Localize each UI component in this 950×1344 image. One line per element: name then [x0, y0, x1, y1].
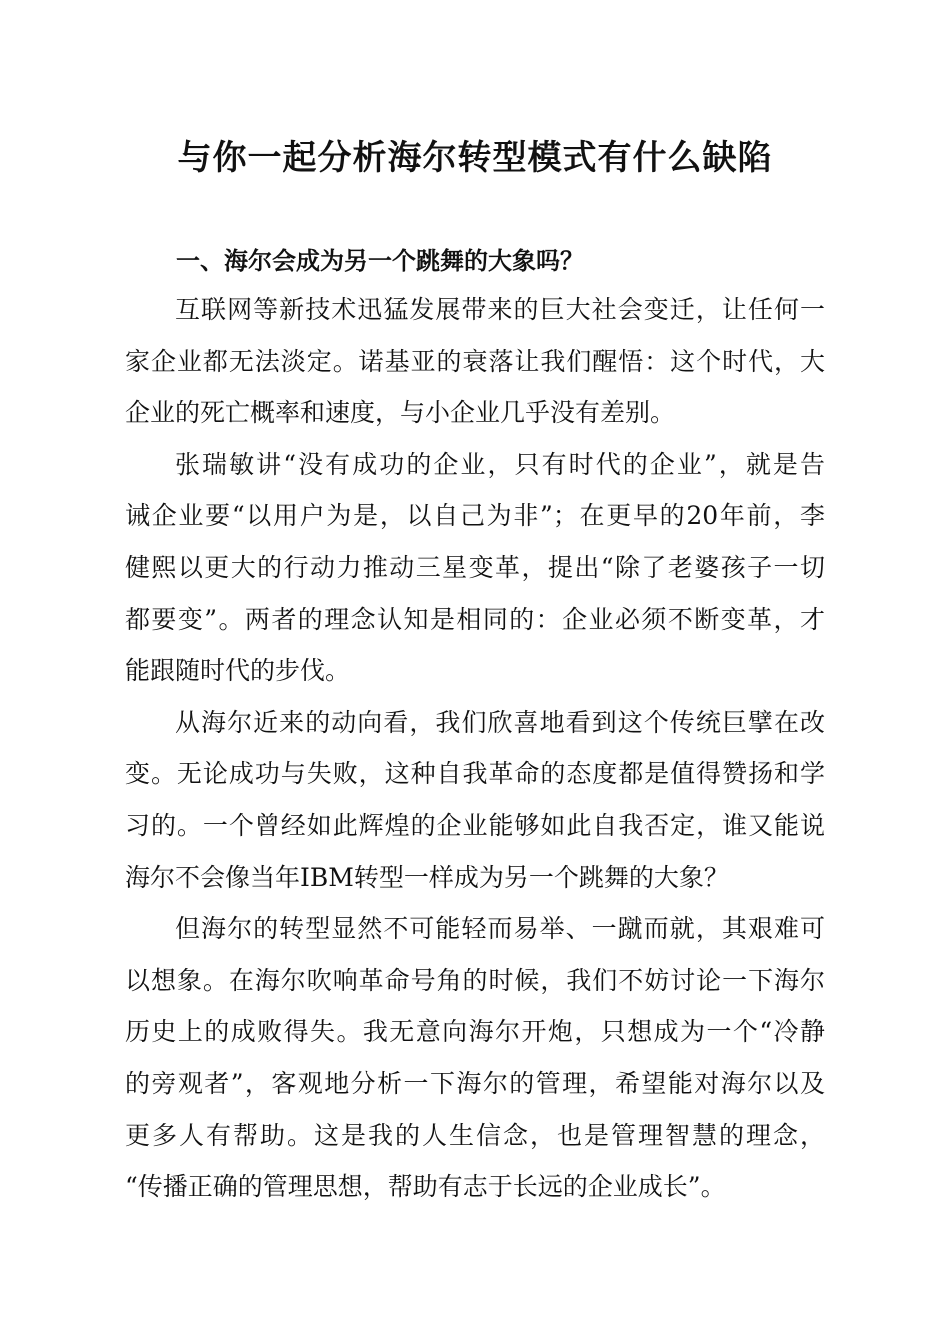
body-line: 能跟随时代的步伐。: [125, 656, 351, 686]
body-line: 的旁观者”，客观地分析一下海尔的管理，希望能对海尔以及: [125, 1068, 825, 1098]
body-line: 健熙以更大的行动力推动三星变革，提出“除了老婆孩子一切: [125, 552, 825, 582]
body-line: 以想象。在海尔吹响革命号角的时候，我们不妨讨论一下海尔: [125, 965, 825, 995]
body-line: 都要变”。两者的理念认知是相同的：企业必须不断变革，才: [125, 604, 825, 634]
body-line: 但海尔的转型显然不可能轻而易举、一蹴而就，其艰难可: [175, 914, 825, 944]
body-line: 企业的死亡概率和速度，与小企业几乎没有差别。: [125, 398, 676, 428]
body-line: 海尔不会像当年IBM转型一样成为另一个跳舞的大象？: [125, 862, 729, 892]
body-line: 历史上的成败得失。我无意向海尔开炮，只想成为一个“冷静: [125, 1017, 825, 1047]
body-line: 互联网等新技术迅猛发展带来的巨大社会变迁，让任何一: [175, 295, 825, 324]
body-line: “传播正确的管理思想，帮助有志于长远的企业成长”。: [125, 1172, 726, 1202]
body-line: 更多人有帮助。这是我的人生信念，也是管理智慧的理念，: [125, 1120, 825, 1150]
body-line: 诫企业要“以用户为是，以自己为非”；在更早的20年前，李: [125, 501, 825, 531]
section-heading: 一、海尔会成为另一个跳舞的大象吗？: [176, 247, 584, 275]
body-text: [125, 284, 825, 1213]
body-line: 从海尔近来的动向看，我们欣喜地看到这个传统巨擘在改: [175, 707, 825, 737]
body-line: 家企业都无法淡定。诺基亚的衰落让我们醒悟：这个时代，大: [125, 346, 825, 376]
body-line: 张瑞敏讲“没有成功的企业，只有时代的企业”，就是告: [175, 449, 825, 479]
body-line: 习的。一个曾经如此辉煌的企业能够如此自我否定，谁又能说: [125, 810, 825, 840]
document-title: 与你一起分析海尔转型模式有什么缺陷: [177, 138, 773, 178]
body-line: 变。无论成功与失败，这种自我革命的态度都是值得赞扬和学: [125, 759, 825, 789]
